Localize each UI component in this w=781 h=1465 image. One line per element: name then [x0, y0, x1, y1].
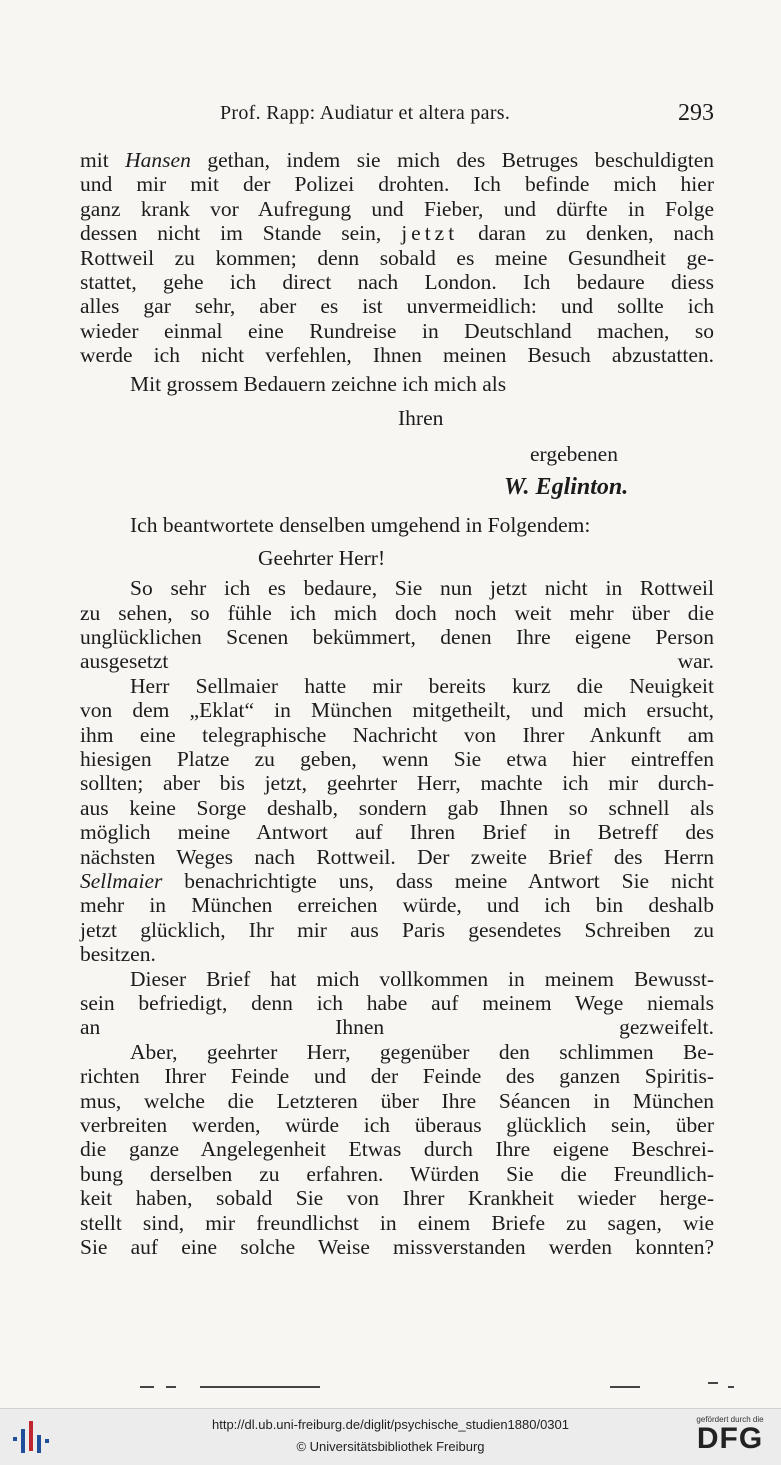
text-line: möglich meine Antwort auf Ihren Brief in Betreff des: [80, 820, 714, 845]
scan-mark: [708, 1382, 718, 1384]
scan-mark: [728, 1386, 734, 1388]
text-line: hiesigen Platze zu geben, wenn Sie etwa hier eintreffen: [80, 746, 714, 771]
text-line: unglücklichen Scenen bekümmert, denen Ihre eigene Person: [80, 624, 714, 649]
text-line: stellt sind, mir freundlichst in einem Briefe zu sagen, wie: [80, 1210, 714, 1235]
text-line: mehr in München erreichen würde, und ich bin deshalb: [80, 893, 714, 918]
text-line: an Ihnen gezweifelt.: [80, 1015, 714, 1040]
reply-paragraph-1: [80, 576, 714, 674]
text-line: ihm eine telegraphische Nachricht von Ihrer Ankunft am: [80, 722, 714, 747]
letter-closing-ihren: Ihren: [398, 406, 444, 431]
page-number: 293: [678, 100, 714, 126]
text-line: alles gar sehr, aber es ist unvermeidlich: und sollte ich: [80, 294, 714, 319]
text-line: ausgesetzt war.: [80, 649, 714, 674]
text-line: richten Ihrer Feinde und der Feinde des ganzen Spiritis-: [80, 1064, 714, 1089]
scan-artifacts: [140, 1382, 760, 1392]
permalink-url[interactable]: http://dl.ub.uni-freiburg.de/diglit/psychische_studien1880/0301: [211, 1417, 570, 1432]
text-line: sein befriedigt, denn ich habe auf meinem Wege niemals: [80, 991, 714, 1015]
text-line: und mir mit der Polizei drohten. Ich befinde mich hier: [80, 172, 714, 197]
text-line: sollten; aber bis jetzt, geehrter Herr, machte ich mir durch-: [80, 771, 714, 796]
text-line: aus keine Sorge deshalb, sondern gab Ihnen so schnell als: [80, 795, 714, 820]
text-line: jetzt glücklich, Ihr mir aus Paris gesendetes Schreiben zu: [80, 917, 714, 942]
text-line: bung derselben zu erfahren. Würden Sie die Freundlich-: [80, 1161, 714, 1186]
text-line: Aber, geehrter Herr, gegenüber den schlimmen Be-: [130, 1039, 714, 1064]
text-line: ganz krank vor Aufregung und Fieber, und dürfte in Folge: [80, 196, 714, 221]
body-text: [80, 148, 714, 1259]
dfg-logo-text: DFG: [696, 1422, 764, 1455]
text-line: mit Hansen gethan, indem sie mich des Betruges beschuldigten: [80, 148, 715, 172]
text-line: Rottweil zu kommen; denn sobald es meine Gesundheit ge-: [80, 245, 714, 270]
text-line: besitzen.: [80, 942, 156, 967]
running-head: Prof. Rapp: Audiatur et altera pars.: [220, 102, 511, 124]
text-line: nächsten Weges nach Rottweil. Der zweite Brief des Herrn: [80, 844, 714, 869]
text-line: mus, welche die Letzteren über Ihre Séancen in München: [80, 1088, 714, 1113]
text-line: keit haben, sobald Sie von Ihrer Krankheit wieder herge-: [80, 1186, 714, 1211]
text-line: dessen nicht im Stande sein, jetzt daran zu denken, nach: [80, 221, 715, 246]
reply-intro: Ich beantwortete denselben umgehend in Folgendem:: [130, 513, 591, 538]
text-line: Sellmaier benachrichtigte uns, dass meine Antwort Sie nicht: [80, 868, 714, 893]
letter-signature: W. Eglinton.: [504, 473, 629, 500]
page-header: [80, 98, 714, 134]
letter-paragraph: [80, 148, 714, 368]
text-line: die ganze Angelegenheit Etwas durch Ihre eigene Beschrei-: [80, 1137, 714, 1162]
text-line: Herr Sellmaier hatte mir bereits kurz die Neuigkeit: [130, 673, 714, 698]
text-line: werde ich nicht verfehlen, Ihnen meinen Besuch abzustatten.: [80, 343, 714, 368]
text-line: verbreiten werden, würde ich überaus glücklich sein, über: [80, 1113, 714, 1138]
reply-paragraph-3: [80, 967, 714, 1040]
letter-closing-ergebenen: ergebenen: [530, 442, 618, 467]
copyright-notice: © Universitätsbibliothek Freiburg: [296, 1439, 485, 1454]
scan-mark: [610, 1386, 640, 1388]
scan-mark: [200, 1386, 320, 1388]
viewer-footer: [0, 1408, 781, 1465]
dfg-logo[interactable]: [689, 1415, 771, 1454]
text-line: Dieser Brief hat mich vollkommen in meinem Bewusst-: [130, 966, 714, 991]
reply-paragraph-2: [80, 674, 714, 967]
reply-salutation: Geehrter Herr!: [258, 545, 386, 570]
dfg-caption: gefördert durch die: [696, 1415, 764, 1424]
text-line: So sehr ich es bedaure, Sie nun jetzt nicht in Rottweil: [130, 576, 714, 601]
scan-mark: [166, 1386, 176, 1388]
text-line: Sie auf eine solche Weise missverstanden werden konnten?: [80, 1235, 714, 1260]
scan-mark: [140, 1386, 154, 1388]
text-line: wieder einmal eine Rundreise in Deutschland machen, so: [80, 318, 714, 343]
reply-paragraph-4: [80, 1040, 714, 1260]
letter-closing: Mit grossem Bedauern zeichne ich mich als: [130, 371, 507, 396]
text-line: zu sehen, so fühle ich mich doch noch weit mehr über die: [80, 600, 714, 625]
text-line: von dem „Eklat“ in München mitgetheilt, und mich ersucht,: [80, 698, 714, 723]
text-line: stattet, gehe ich direct nach London. Ich bedaure diess: [80, 270, 714, 295]
